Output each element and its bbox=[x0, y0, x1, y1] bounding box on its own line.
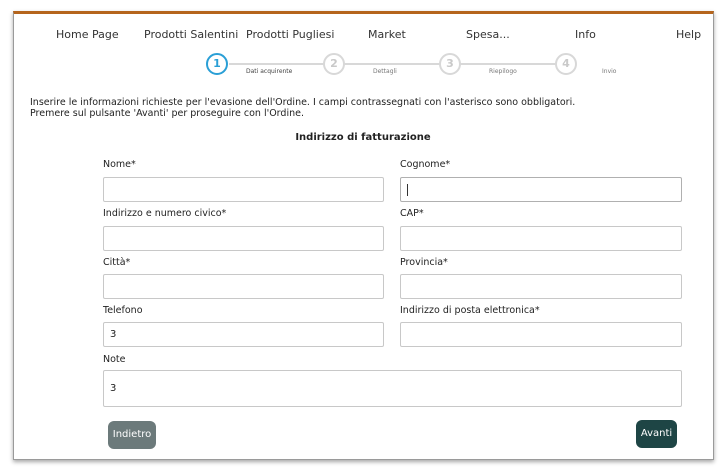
note-textarea[interactable] bbox=[103, 370, 682, 407]
nav-spesa[interactable]: Spesa... bbox=[466, 28, 510, 41]
step-connector bbox=[229, 63, 325, 65]
step-connector bbox=[459, 63, 557, 65]
intro-text bbox=[30, 97, 710, 119]
intro-line-2: Premere sul pulsante 'Avanti' per proseguire con l'Ordine. bbox=[30, 108, 304, 119]
nav-home-page[interactable]: Home Page bbox=[56, 28, 119, 41]
cognome-label: Cognome* bbox=[400, 159, 451, 170]
indirizzo-input[interactable] bbox=[103, 226, 384, 251]
step-connector bbox=[343, 63, 440, 65]
indirizzo-label: Indirizzo e numero civico* bbox=[103, 208, 227, 219]
nome-input[interactable] bbox=[103, 177, 384, 202]
step-3-label: Riepilogo bbox=[489, 68, 517, 75]
nav-prodotti-pugliesi[interactable]: Prodotti Pugliesi bbox=[246, 28, 335, 41]
email-label: Indirizzo di posta elettronica* bbox=[400, 305, 540, 316]
telefono-label: Telefono bbox=[103, 305, 143, 316]
step-1-label: Dati acquirente bbox=[246, 68, 293, 75]
form-title: Indirizzo di fatturazione bbox=[295, 132, 431, 143]
note-label: Note bbox=[103, 354, 126, 365]
provincia-input[interactable] bbox=[400, 274, 682, 299]
order-stepper bbox=[0, 50, 726, 90]
intro-line-1: Inserire le informazioni richieste per l'evasione dell'Ordine. I campi contrassegnati con l'asterisco sono obbligatori. bbox=[30, 97, 576, 108]
step-2-circle: 2 bbox=[323, 53, 345, 75]
nav-help[interactable]: Help bbox=[676, 28, 702, 41]
nav-market[interactable]: Market bbox=[368, 28, 406, 41]
cognome-input[interactable] bbox=[400, 177, 682, 202]
cap-input[interactable] bbox=[400, 226, 682, 251]
next-button[interactable]: Avanti bbox=[636, 420, 677, 448]
telefono-input[interactable] bbox=[103, 322, 384, 347]
back-button[interactable]: Indietro bbox=[108, 421, 156, 449]
top-nav bbox=[0, 28, 726, 46]
nav-info[interactable]: Info bbox=[575, 28, 596, 41]
cap-label: CAP* bbox=[400, 208, 424, 219]
citta-input[interactable] bbox=[103, 274, 384, 299]
step-2-label: Dettagli bbox=[373, 68, 397, 75]
citta-label: Città* bbox=[103, 257, 131, 268]
provincia-label: Provincia* bbox=[400, 257, 448, 268]
step-4-label: Invio bbox=[602, 68, 617, 75]
step-1-circle: 1 bbox=[206, 53, 228, 75]
nome-label: Nome* bbox=[103, 159, 136, 170]
email-input[interactable] bbox=[400, 322, 682, 347]
text-cursor bbox=[407, 184, 408, 196]
step-3-circle: 3 bbox=[439, 53, 461, 75]
nav-prodotti-salentini[interactable]: Prodotti Salentini bbox=[144, 28, 239, 41]
step-4-circle: 4 bbox=[555, 53, 577, 75]
